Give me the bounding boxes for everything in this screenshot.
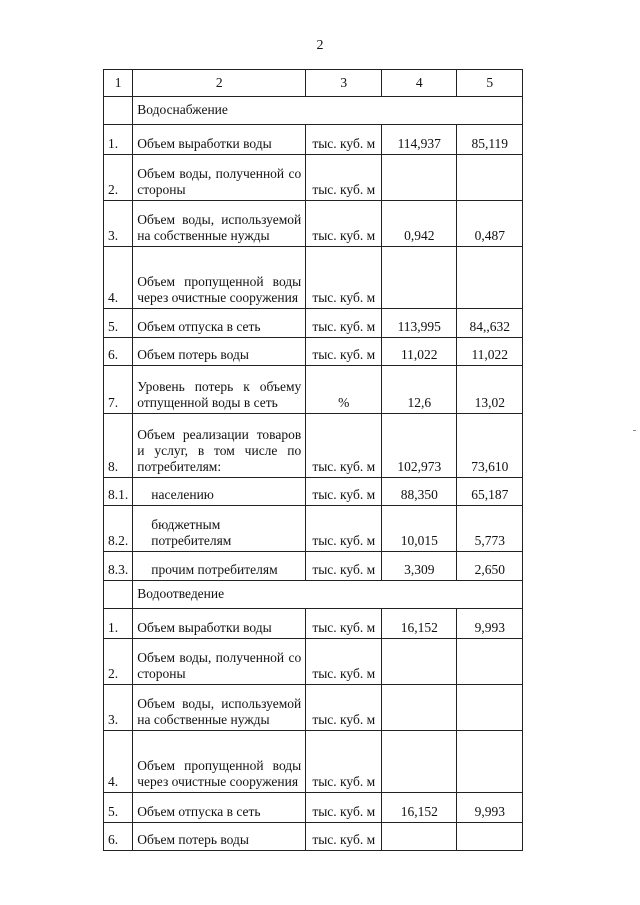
row-value-5 — [457, 247, 523, 309]
row-number: 7. — [104, 366, 133, 414]
row-name: Объем пропущенной воды через очистные сооружения — [133, 247, 306, 309]
row-value-4 — [382, 155, 457, 201]
row-name: Объем воды, полученной со стороны — [133, 639, 306, 685]
row-value-4: 10,015 — [382, 506, 457, 552]
row-value-4: 102,973 — [382, 414, 457, 478]
row-name: населению — [133, 478, 306, 506]
row-unit: тыс. куб. м — [306, 201, 382, 247]
row-number: 8. — [104, 414, 133, 478]
row-value-4: 16,152 — [382, 793, 457, 823]
row-value-4 — [382, 731, 457, 793]
table-row — [104, 609, 523, 639]
row-value-4 — [382, 685, 457, 731]
row-name: Объем потерь воды — [133, 338, 306, 366]
row-value-4: 88,350 — [382, 478, 457, 506]
header-cell-2: 2 — [133, 70, 306, 97]
table-row — [104, 685, 523, 731]
row-name: Объем воды, используемой на собственные нужды — [133, 201, 306, 247]
row-number: 6. — [104, 823, 133, 851]
table-row — [104, 823, 523, 851]
row-unit: тыс. куб. м — [306, 506, 382, 552]
row-value-5: 9,993 — [457, 793, 523, 823]
table-row — [104, 731, 523, 793]
row-unit: тыс. куб. м — [306, 685, 382, 731]
row-unit: тыс. куб. м — [306, 731, 382, 793]
scan-margin-mark — [633, 430, 636, 431]
row-number: 3. — [104, 201, 133, 247]
row-name: Объем отпуска в сеть — [133, 309, 306, 338]
page-number: 2 — [316, 38, 324, 53]
row-name: бюджетным потребителям — [133, 506, 306, 552]
row-number: 8.3. — [104, 552, 133, 581]
row-number: 3. — [104, 685, 133, 731]
row-value-5 — [457, 823, 523, 851]
row-number: 8.2. — [104, 506, 133, 552]
table-row — [104, 366, 523, 414]
table-header-row — [104, 70, 523, 97]
row-name: Объем воды, используемой на собственные нужды — [133, 685, 306, 731]
table-row — [104, 155, 523, 201]
row-name: Объем воды, полученной со стороны — [133, 155, 306, 201]
row-value-5: 73,610 — [457, 414, 523, 478]
row-value-5: 0,487 — [457, 201, 523, 247]
row-unit: тыс. куб. м — [306, 309, 382, 338]
row-value-4: 114,937 — [382, 125, 457, 155]
row-value-5 — [457, 639, 523, 685]
table-row — [104, 201, 523, 247]
row-unit: тыс. куб. м — [306, 155, 382, 201]
table-row — [104, 506, 523, 552]
row-number: 6. — [104, 338, 133, 366]
row-number: 8.1. — [104, 478, 133, 506]
row-value-4: 11,022 — [382, 338, 457, 366]
row-number: 1. — [104, 609, 133, 639]
table-row — [104, 338, 523, 366]
row-value-4: 3,309 — [382, 552, 457, 581]
row-name: Объем отпуска в сеть — [133, 793, 306, 823]
table-row — [104, 247, 523, 309]
table-row — [104, 478, 523, 506]
row-value-5: 9,993 — [457, 609, 523, 639]
row-unit: тыс. куб. м — [306, 793, 382, 823]
table-row — [104, 552, 523, 581]
row-name: Объем реализации товаров и услуг, в том числе по потребителям: — [133, 414, 306, 478]
table-row — [104, 309, 523, 338]
row-value-5: 65,187 — [457, 478, 523, 506]
row-value-4: 16,152 — [382, 609, 457, 639]
row-unit: тыс. куб. м — [306, 414, 382, 478]
row-unit: тыс. куб. м — [306, 478, 382, 506]
row-name: Объем выработки воды — [133, 609, 306, 639]
row-number: 5. — [104, 793, 133, 823]
row-number: 2. — [104, 155, 133, 201]
row-number: 5. — [104, 309, 133, 338]
header-cell-5: 5 — [457, 70, 523, 97]
row-name: Объем потерь воды — [133, 823, 306, 851]
row-value-5: 5,773 — [457, 506, 523, 552]
header-cell-3: 3 — [306, 70, 382, 97]
row-unit: тыс. куб. м — [306, 639, 382, 685]
row-name: прочим потребителям — [133, 552, 306, 581]
row-value-4: 113,995 — [382, 309, 457, 338]
row-name: Уровень потерь к объему отпущенной воды в сеть — [133, 366, 306, 414]
row-value-5: 84,,632 — [457, 309, 523, 338]
row-unit: % — [306, 366, 382, 414]
row-value-4 — [382, 823, 457, 851]
row-value-4: 0,942 — [382, 201, 457, 247]
header-cell-4: 4 — [382, 70, 457, 97]
row-value-5: 2,650 — [457, 552, 523, 581]
row-value-4 — [382, 639, 457, 685]
header-cell-1: 1 — [104, 70, 133, 97]
row-number: 1. — [104, 125, 133, 155]
row-number: 2. — [104, 639, 133, 685]
table-row — [104, 639, 523, 685]
data-table — [103, 69, 523, 851]
row-unit: тыс. куб. м — [306, 125, 382, 155]
section-title: Водоотведение — [133, 581, 523, 609]
row-value-5: 11,022 — [457, 338, 523, 366]
table-row — [104, 414, 523, 478]
row-value-5: 85,119 — [457, 125, 523, 155]
row-value-5 — [457, 685, 523, 731]
section-row — [104, 97, 523, 125]
row-value-5: 13,02 — [457, 366, 523, 414]
section-title: Водоснабжение — [133, 97, 523, 125]
row-unit: тыс. куб. м — [306, 609, 382, 639]
row-name: Объем пропущенной воды через очистные сооружения — [133, 731, 306, 793]
row-number: 4. — [104, 247, 133, 309]
row-unit: тыс. куб. м — [306, 247, 382, 309]
table-row — [104, 793, 523, 823]
row-number: 4. — [104, 731, 133, 793]
row-unit: тыс. куб. м — [306, 823, 382, 851]
row-value-5 — [457, 155, 523, 201]
row-name: Объем выработки воды — [133, 125, 306, 155]
row-value-4: 12,6 — [382, 366, 457, 414]
table-row — [104, 125, 523, 155]
row-unit: тыс. куб. м — [306, 338, 382, 366]
section-row — [104, 581, 523, 609]
row-value-4 — [382, 247, 457, 309]
row-value-5 — [457, 731, 523, 793]
row-unit: тыс. куб. м — [306, 552, 382, 581]
